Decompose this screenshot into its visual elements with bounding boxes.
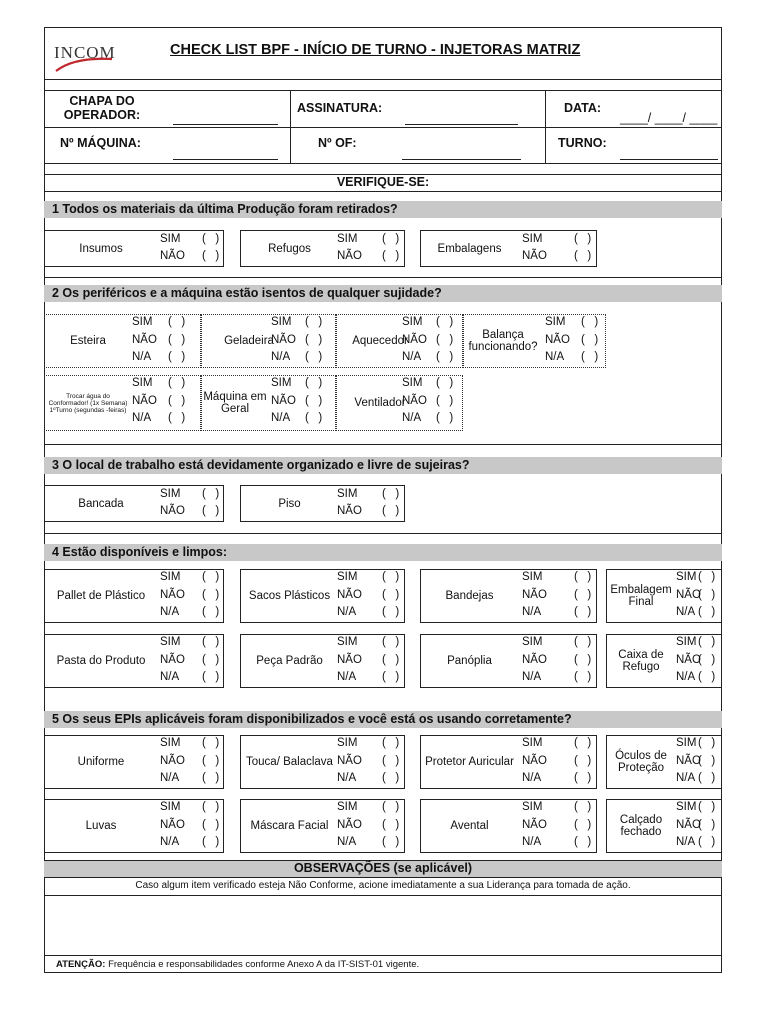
option-na-label: N/A xyxy=(676,772,696,784)
option-nao-label: NÃO xyxy=(271,333,296,346)
option-na-label: N/A xyxy=(337,772,357,784)
option-sim-checkbox[interactable]: ( ) xyxy=(202,737,220,749)
checklist-item-label: Calçado fechado xyxy=(619,814,663,838)
option-nao-label: NÃO xyxy=(337,249,362,262)
maquina-label: Nº MÁQUINA: xyxy=(60,136,141,150)
option-nao-label: NÃO xyxy=(337,754,362,767)
option-sim-checkbox[interactable]: ( ) xyxy=(382,487,400,500)
option-nao-label: NÃO xyxy=(160,754,185,767)
option-nao-label: NÃO xyxy=(160,818,185,831)
option-nao-checkbox[interactable]: ( ) xyxy=(574,754,592,767)
option-na-checkbox[interactable]: ( ) xyxy=(574,606,592,618)
option-nao-label: NÃO xyxy=(337,818,362,831)
checklist-item-label: Aquecedor xyxy=(352,335,408,347)
option-na-checkbox[interactable]: ( ) xyxy=(202,772,220,784)
option-nao-label: NÃO xyxy=(522,249,547,262)
option-sim-label: SIM xyxy=(337,801,358,813)
option-nao-checkbox[interactable]: ( ) xyxy=(202,249,220,262)
divider xyxy=(44,163,722,164)
option-nao-label: NÃO xyxy=(676,754,701,767)
option-na-label: N/A xyxy=(337,671,357,683)
option-sim-checkbox[interactable]: ( ) xyxy=(202,571,220,583)
option-sim-checkbox[interactable]: ( ) xyxy=(698,737,716,749)
option-nao-label: NÃO xyxy=(160,588,185,601)
turno-field[interactable] xyxy=(620,159,718,160)
option-nao-checkbox[interactable]: ( ) xyxy=(574,249,592,262)
option-na-checkbox[interactable]: ( ) xyxy=(581,351,599,363)
checklist-item-label: Piso xyxy=(278,497,301,510)
checklist-item-label: Panóplia xyxy=(447,655,492,667)
checklist-item-label: Bancada xyxy=(78,497,124,510)
option-na-label: N/A xyxy=(676,836,696,848)
option-sim-label: SIM xyxy=(402,316,423,328)
divider xyxy=(290,90,291,163)
option-nao-label: NÃO xyxy=(522,653,547,666)
checklist-item-label: Máquina em Geral xyxy=(203,391,267,415)
option-sim-checkbox[interactable]: ( ) xyxy=(574,232,592,245)
option-nao-label: NÃO xyxy=(337,653,362,666)
option-sim-checkbox[interactable]: ( ) xyxy=(202,487,220,500)
maquina-field[interactable] xyxy=(173,159,278,160)
option-sim-label: SIM xyxy=(160,232,181,245)
option-na-checkbox[interactable]: ( ) xyxy=(305,412,323,424)
option-sim-checkbox[interactable]: ( ) xyxy=(574,801,592,813)
observacoes-note: Caso algum item verificado esteja Não Conforme, acione imediatamente a sua Liderança para tomada de ação. xyxy=(135,880,631,891)
option-sim-label: SIM xyxy=(676,571,697,583)
option-sim-label: SIM xyxy=(522,737,543,749)
option-sim-label: SIM xyxy=(676,636,697,648)
option-nao-checkbox[interactable]: ( ) xyxy=(202,588,220,601)
option-na-checkbox[interactable]: ( ) xyxy=(168,351,186,363)
option-na-checkbox[interactable]: ( ) xyxy=(202,671,220,683)
option-sim-checkbox[interactable]: ( ) xyxy=(382,801,400,813)
checklist-item-label: Luvas xyxy=(85,820,117,832)
option-nao-checkbox[interactable]: ( ) xyxy=(202,653,220,666)
option-nao-label: NÃO xyxy=(160,249,185,262)
option-nao-label: NÃO xyxy=(522,754,547,767)
date-field[interactable]: ____/ ____/ ____ xyxy=(620,111,718,125)
incom-logo: INCOM xyxy=(54,35,124,75)
option-na-checkbox[interactable]: ( ) xyxy=(382,836,400,848)
checklist-item-label: Insumos xyxy=(79,242,123,255)
option-nao-checkbox[interactable]: ( ) xyxy=(574,818,592,831)
option-na-label: N/A xyxy=(160,772,180,784)
option-sim-checkbox[interactable]: ( ) xyxy=(382,571,400,583)
option-nao-checkbox[interactable]: ( ) xyxy=(202,818,220,831)
option-sim-checkbox[interactable]: ( ) xyxy=(436,377,454,389)
option-na-checkbox[interactable]: ( ) xyxy=(698,772,716,784)
option-na-checkbox[interactable]: ( ) xyxy=(574,671,592,683)
option-na-label: N/A xyxy=(402,412,422,424)
option-sim-label: SIM xyxy=(271,316,292,328)
option-nao-label: NÃO xyxy=(676,653,701,666)
option-sim-checkbox[interactable]: ( ) xyxy=(698,636,716,648)
option-sim-label: SIM xyxy=(271,377,292,389)
option-nao-label: NÃO xyxy=(522,588,547,601)
divider xyxy=(44,533,722,534)
option-sim-label: SIM xyxy=(160,487,181,500)
option-nao-label: NÃO xyxy=(402,394,427,407)
section-4-header: 4 Estão disponíveis e limpos: xyxy=(44,544,722,561)
data-label: DATA: xyxy=(564,101,602,115)
option-na-checkbox[interactable]: ( ) xyxy=(382,772,400,784)
option-na-label: N/A xyxy=(676,671,696,683)
option-nao-checkbox[interactable]: ( ) xyxy=(698,818,716,831)
option-sim-label: SIM xyxy=(132,316,153,328)
option-nao-checkbox[interactable]: ( ) xyxy=(168,394,186,407)
option-sim-checkbox[interactable]: ( ) xyxy=(168,316,186,328)
option-na-label: N/A xyxy=(522,836,542,848)
option-sim-label: SIM xyxy=(160,571,181,583)
option-sim-checkbox[interactable]: ( ) xyxy=(382,737,400,749)
divider xyxy=(44,877,722,878)
option-nao-checkbox[interactable]: ( ) xyxy=(202,504,220,517)
checklist-item-label: Embalagens xyxy=(437,242,502,255)
option-na-label: N/A xyxy=(271,351,291,363)
option-nao-label: NÃO xyxy=(545,333,570,346)
option-sim-checkbox[interactable]: ( ) xyxy=(305,316,323,328)
logo-swoosh-icon xyxy=(54,35,124,75)
divider xyxy=(44,191,722,192)
option-na-label: N/A xyxy=(271,412,291,424)
divider xyxy=(545,90,546,163)
option-nao-label: NÃO xyxy=(160,504,185,517)
option-sim-label: SIM xyxy=(160,801,181,813)
option-nao-label: NÃO xyxy=(676,588,701,601)
option-na-checkbox[interactable]: ( ) xyxy=(305,351,323,363)
option-sim-checkbox[interactable]: ( ) xyxy=(436,316,454,328)
checklist-item-label: Óculos de Proteção xyxy=(615,750,667,774)
option-na-checkbox[interactable]: ( ) xyxy=(698,836,716,848)
checklist-item-label: Geladeira xyxy=(224,335,274,347)
option-sim-checkbox[interactable]: ( ) xyxy=(305,377,323,389)
option-sim-label: SIM xyxy=(522,801,543,813)
option-nao-checkbox[interactable]: ( ) xyxy=(698,653,716,666)
of-label: Nº OF: xyxy=(318,136,357,150)
option-sim-label: SIM xyxy=(522,636,543,648)
option-nao-checkbox[interactable]: ( ) xyxy=(382,754,400,767)
checklist-item-label: Avental xyxy=(450,820,489,832)
divider xyxy=(44,127,722,128)
option-na-label: N/A xyxy=(402,351,422,363)
option-sim-label: SIM xyxy=(522,232,543,245)
option-na-checkbox[interactable]: ( ) xyxy=(168,412,186,424)
option-nao-checkbox[interactable]: ( ) xyxy=(382,504,400,517)
option-na-label: N/A xyxy=(337,606,357,618)
option-na-label: N/A xyxy=(132,412,152,424)
of-field[interactable] xyxy=(402,159,521,160)
option-sim-label: SIM xyxy=(132,377,153,389)
checklist-item-label: Ventilador xyxy=(354,397,406,409)
verifique-heading: VERIFIQUE-SE: xyxy=(336,175,430,189)
section-3-header: 3 O local de trabalho está devidamente organizado e livre de sujeiras? xyxy=(44,457,722,474)
option-nao-label: NÃO xyxy=(271,394,296,407)
option-nao-label: NÃO xyxy=(402,333,427,346)
checklist-item-label: Pallet de Plástico xyxy=(56,590,146,602)
option-sim-label: SIM xyxy=(337,571,358,583)
option-sim-label: SIM xyxy=(160,636,181,648)
option-na-checkbox[interactable]: ( ) xyxy=(202,836,220,848)
option-na-label: N/A xyxy=(160,836,180,848)
option-sim-label: SIM xyxy=(545,316,566,328)
checklist-item-label: Peça Padrão xyxy=(256,655,323,667)
option-sim-label: SIM xyxy=(337,232,358,245)
option-sim-checkbox[interactable]: ( ) xyxy=(574,636,592,648)
section-2-header: 2 Os periféricos e a máquina estão isentos de qualquer sujidade? xyxy=(44,285,722,302)
footer-note: ATENÇÃO: Frequência e responsabilidades conforme Anexo A da IT-SIST-01 vigente. xyxy=(56,959,420,970)
option-nao-checkbox[interactable]: ( ) xyxy=(436,394,454,407)
option-na-label: N/A xyxy=(545,351,565,363)
option-nao-checkbox[interactable]: ( ) xyxy=(436,333,454,346)
option-nao-label: NÃO xyxy=(337,504,362,517)
option-nao-label: NÃO xyxy=(132,333,157,346)
option-sim-checkbox[interactable]: ( ) xyxy=(202,636,220,648)
checklist-item-label: Balança funcionando? xyxy=(468,329,538,353)
chapa-field[interactable] xyxy=(173,124,278,125)
option-na-checkbox[interactable]: ( ) xyxy=(436,351,454,363)
option-nao-checkbox[interactable]: ( ) xyxy=(382,588,400,601)
option-na-checkbox[interactable]: ( ) xyxy=(436,412,454,424)
divider xyxy=(44,444,722,445)
observacoes-header: OBSERVAÇÕES (se aplicável) xyxy=(44,860,722,877)
option-na-checkbox[interactable]: ( ) xyxy=(382,606,400,618)
option-na-checkbox[interactable]: ( ) xyxy=(574,772,592,784)
checklist-item-label: Bandejas xyxy=(445,590,494,602)
option-nao-checkbox[interactable]: ( ) xyxy=(305,394,323,407)
option-sim-label: SIM xyxy=(337,487,358,500)
section-1-header: 1 Todos os materiais da última Produção foram retirados? xyxy=(44,201,722,218)
option-nao-checkbox[interactable]: ( ) xyxy=(581,333,599,346)
option-nao-label: NÃO xyxy=(676,818,701,831)
option-na-label: N/A xyxy=(676,606,696,618)
option-sim-label: SIM xyxy=(676,801,697,813)
checklist-item-label: Embalagem Final xyxy=(610,584,672,608)
option-na-checkbox[interactable]: ( ) xyxy=(698,606,716,618)
option-sim-checkbox[interactable]: ( ) xyxy=(202,232,220,245)
option-nao-checkbox[interactable]: ( ) xyxy=(574,653,592,666)
option-na-checkbox[interactable]: ( ) xyxy=(382,671,400,683)
option-sim-label: SIM xyxy=(402,377,423,389)
option-sim-checkbox[interactable]: ( ) xyxy=(382,232,400,245)
option-sim-checkbox[interactable]: ( ) xyxy=(698,571,716,583)
checklist-item-label: Trocar água do Conformador! (1x Semana) 1ºTurno (segundas -feiras) xyxy=(48,392,128,414)
option-nao-checkbox[interactable]: ( ) xyxy=(698,588,716,601)
checklist-item-label: Máscara Facial xyxy=(250,820,329,832)
option-sim-checkbox[interactable]: ( ) xyxy=(382,636,400,648)
option-nao-checkbox[interactable]: ( ) xyxy=(574,588,592,601)
option-sim-checkbox[interactable]: ( ) xyxy=(581,316,599,328)
divider xyxy=(44,895,722,896)
checklist-item-label: Esteira xyxy=(70,335,106,347)
divider xyxy=(44,955,722,956)
option-na-label: N/A xyxy=(337,836,357,848)
option-nao-checkbox[interactable]: ( ) xyxy=(382,818,400,831)
divider xyxy=(44,90,722,91)
option-nao-label: NÃO xyxy=(132,394,157,407)
divider xyxy=(44,860,722,861)
assinatura-label: ASSINATURA: xyxy=(297,101,383,115)
option-na-label: N/A xyxy=(160,606,180,618)
option-sim-checkbox[interactable]: ( ) xyxy=(574,571,592,583)
option-na-label: N/A xyxy=(522,671,542,683)
option-nao-label: NÃO xyxy=(337,588,362,601)
checklist-item-label: Sacos Plásticos xyxy=(248,590,331,602)
option-sim-label: SIM xyxy=(160,737,181,749)
turno-label: TURNO: xyxy=(558,136,607,150)
option-na-label: N/A xyxy=(160,671,180,683)
option-nao-checkbox[interactable]: ( ) xyxy=(168,333,186,346)
chapa-label: CHAPA DO OPERADOR: xyxy=(63,94,141,122)
option-sim-checkbox[interactable]: ( ) xyxy=(168,377,186,389)
option-na-label: N/A xyxy=(522,606,542,618)
option-nao-label: NÃO xyxy=(160,653,185,666)
option-na-label: N/A xyxy=(522,772,542,784)
checklist-item-label: Touca/ Balaclava xyxy=(246,756,333,768)
checklist-item-label: Protetor Auricular xyxy=(425,756,514,768)
option-nao-checkbox[interactable]: ( ) xyxy=(202,754,220,767)
option-nao-checkbox[interactable]: ( ) xyxy=(382,653,400,666)
option-sim-label: SIM xyxy=(676,737,697,749)
option-sim-checkbox[interactable]: ( ) xyxy=(202,801,220,813)
option-sim-label: SIM xyxy=(522,571,543,583)
option-nao-checkbox[interactable]: ( ) xyxy=(698,754,716,767)
option-na-checkbox[interactable]: ( ) xyxy=(698,671,716,683)
option-sim-label: SIM xyxy=(337,737,358,749)
divider xyxy=(44,79,722,80)
option-sim-label: SIM xyxy=(337,636,358,648)
checklist-item-label: Uniforme xyxy=(77,756,125,768)
option-sim-checkbox[interactable]: ( ) xyxy=(698,801,716,813)
option-nao-checkbox[interactable]: ( ) xyxy=(305,333,323,346)
assinatura-field[interactable] xyxy=(405,124,518,125)
option-nao-label: NÃO xyxy=(522,818,547,831)
checklist-item-label: Refugos xyxy=(268,242,311,255)
option-na-checkbox[interactable]: ( ) xyxy=(574,836,592,848)
option-na-checkbox[interactable]: ( ) xyxy=(202,606,220,618)
section-5-header: 5 Os seus EPIs aplicáveis foram disponibilizados e você está os usando corretamente? xyxy=(44,711,722,728)
divider xyxy=(44,277,722,278)
option-na-label: N/A xyxy=(132,351,152,363)
checklist-item-label: Pasta do Produto xyxy=(56,655,146,667)
checklist-item-label: Caixa de Refugo xyxy=(618,649,664,673)
option-sim-checkbox[interactable]: ( ) xyxy=(574,737,592,749)
option-nao-checkbox[interactable]: ( ) xyxy=(382,249,400,262)
page-title: CHECK LIST BPF - INÍCIO DE TURNO - INJETORAS MATRIZ xyxy=(170,42,581,58)
